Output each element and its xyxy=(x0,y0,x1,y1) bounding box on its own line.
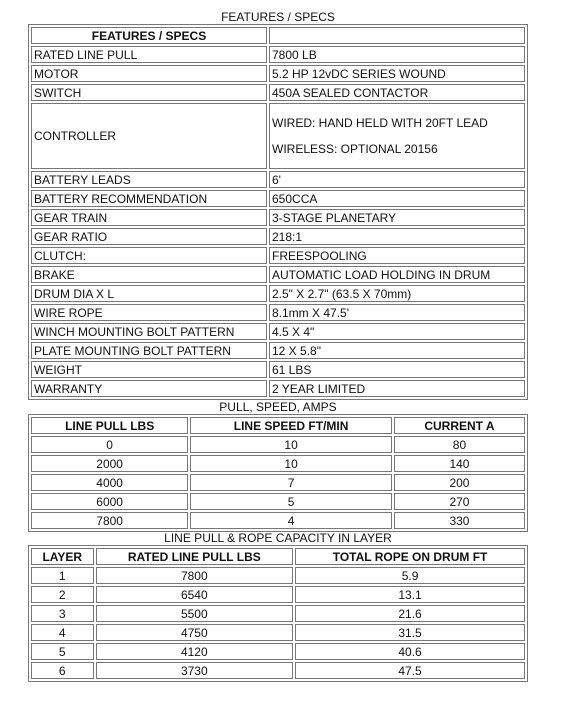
spec-value: FREESPOOLING xyxy=(269,247,525,264)
rope-capacity-caption: LINE PULL & ROPE CAPACITY IN LAYER xyxy=(164,531,392,545)
pull-speed-table xyxy=(28,414,528,532)
table-row xyxy=(31,209,525,226)
table-cell: 6000 xyxy=(31,493,188,510)
table-cell: 4 xyxy=(31,624,94,641)
table-cell: 5 xyxy=(190,493,392,510)
table-row xyxy=(31,436,525,453)
table-row xyxy=(31,65,525,82)
table-cell: 5 xyxy=(31,643,94,660)
table-row xyxy=(31,247,525,264)
table-cell: 40.6 xyxy=(295,643,525,660)
spec-value: 8.1mm X 47.5' xyxy=(269,304,525,321)
spec-value-multiline xyxy=(269,103,525,169)
table-row xyxy=(31,455,525,472)
table-row xyxy=(31,27,525,44)
table-row xyxy=(31,103,525,169)
table-row xyxy=(31,46,525,63)
table-row xyxy=(31,285,525,302)
column-header: TOTAL ROPE ON DRUM FT xyxy=(295,548,525,565)
table-cell: 270 xyxy=(394,493,525,510)
spec-label: WEIGHT xyxy=(31,361,267,378)
table-row xyxy=(31,512,525,529)
table-cell: 21.6 xyxy=(295,605,525,622)
table-cell: 80 xyxy=(394,436,525,453)
table-cell: 5.9 xyxy=(295,567,525,584)
table-cell: 3730 xyxy=(96,662,294,679)
table-row xyxy=(31,493,525,510)
table-row xyxy=(31,342,525,359)
table-cell: 7 xyxy=(190,474,392,491)
table-cell: 4 xyxy=(190,512,392,529)
column-header: LAYER xyxy=(31,548,94,565)
spec-value: 2.5" X 2.7" (63.5 X 70mm) xyxy=(269,285,525,302)
table-cell: 0 xyxy=(31,436,188,453)
table-cell: 5500 xyxy=(96,605,294,622)
table-row xyxy=(31,605,525,622)
table-cell: 6540 xyxy=(96,586,294,603)
spec-value: 6' xyxy=(269,171,525,188)
column-header: CURRENT A xyxy=(394,417,525,434)
spec-label: BATTERY RECOMMENDATION xyxy=(31,190,267,207)
spec-value: 12 X 5.8" xyxy=(269,342,525,359)
spec-label: WINCH MOUNTING BOLT PATTERN xyxy=(31,323,267,340)
table-cell: 4750 xyxy=(96,624,294,641)
table-header-row xyxy=(31,548,525,565)
table-row xyxy=(31,662,525,679)
controller-wireless: WIRELESS: OPTIONAL 20156 xyxy=(272,142,438,156)
column-header: RATED LINE PULL LBS xyxy=(96,548,294,565)
table-row xyxy=(31,474,525,491)
spec-value: 61 LBS xyxy=(269,361,525,378)
table-cell: 13.1 xyxy=(295,586,525,603)
table-row xyxy=(31,190,525,207)
spec-label: MOTOR xyxy=(31,65,267,82)
spec-value: 450A SEALED CONTACTOR xyxy=(269,84,525,101)
table-row xyxy=(31,643,525,660)
table-cell: 47.5 xyxy=(295,662,525,679)
features-header-empty xyxy=(269,27,525,44)
spec-label: CONTROLLER xyxy=(31,103,267,169)
table-row xyxy=(31,228,525,245)
table-cell: 7800 xyxy=(96,567,294,584)
table-cell: 7800 xyxy=(31,512,188,529)
table-cell: 2 xyxy=(31,586,94,603)
table-cell: 10 xyxy=(190,455,392,472)
table-cell: 2000 xyxy=(31,455,188,472)
features-table xyxy=(28,24,528,400)
spec-value: 7800 LB xyxy=(269,46,525,63)
spec-label: PLATE MOUNTING BOLT PATTERN xyxy=(31,342,267,359)
spec-label: CLUTCH: xyxy=(31,247,267,264)
table-row xyxy=(31,624,525,641)
spec-label: RATED LINE PULL xyxy=(31,46,267,63)
spec-value: 2 YEAR LIMITED xyxy=(269,380,525,397)
spec-label: DRUM DIA X L xyxy=(31,285,267,302)
table-row xyxy=(31,84,525,101)
table-cell: 200 xyxy=(394,474,525,491)
spec-label: GEAR TRAIN xyxy=(31,209,267,226)
spec-value: 218:1 xyxy=(269,228,525,245)
column-header: LINE PULL LBS xyxy=(31,417,188,434)
table-row xyxy=(31,304,525,321)
spec-label: BATTERY LEADS xyxy=(31,171,267,188)
controller-wired: WIRED: HAND HELD WITH 20FT LEAD xyxy=(272,116,488,130)
table-row xyxy=(31,171,525,188)
spec-label: SWITCH xyxy=(31,84,267,101)
table-cell: 3 xyxy=(31,605,94,622)
features-header: FEATURES / SPECS xyxy=(31,27,267,44)
table-cell: 31.5 xyxy=(295,624,525,641)
table-cell: 4120 xyxy=(96,643,294,660)
spec-label: GEAR RATIO xyxy=(31,228,267,245)
table-row xyxy=(31,586,525,603)
table-cell: 330 xyxy=(394,512,525,529)
spec-label: BRAKE xyxy=(31,266,267,283)
rope-capacity-table xyxy=(28,545,528,682)
spec-value: AUTOMATIC LOAD HOLDING IN DRUM xyxy=(269,266,525,283)
table-row xyxy=(31,266,525,283)
table-cell: 140 xyxy=(394,455,525,472)
table-row xyxy=(31,380,525,397)
spec-value: 3-STAGE PLANETARY xyxy=(269,209,525,226)
table-row xyxy=(31,361,525,378)
table-cell: 4000 xyxy=(31,474,188,491)
table-header-row xyxy=(31,417,525,434)
column-header: LINE SPEED FT/MIN xyxy=(190,417,392,434)
table-cell: 10 xyxy=(190,436,392,453)
table-cell: 6 xyxy=(31,662,94,679)
spec-value: 650CCA xyxy=(269,190,525,207)
pull-speed-caption: PULL, SPEED, AMPS xyxy=(219,400,337,414)
spec-value: 4.5 X 4" xyxy=(269,323,525,340)
table-cell: 1 xyxy=(31,567,94,584)
spec-label: WARRANTY xyxy=(31,380,267,397)
table-row xyxy=(31,323,525,340)
spec-value: 5.2 HP 12vDC SERIES WOUND xyxy=(269,65,525,82)
features-caption: FEATURES / SPECS xyxy=(221,10,335,24)
table-row xyxy=(31,567,525,584)
spec-label: WIRE ROPE xyxy=(31,304,267,321)
